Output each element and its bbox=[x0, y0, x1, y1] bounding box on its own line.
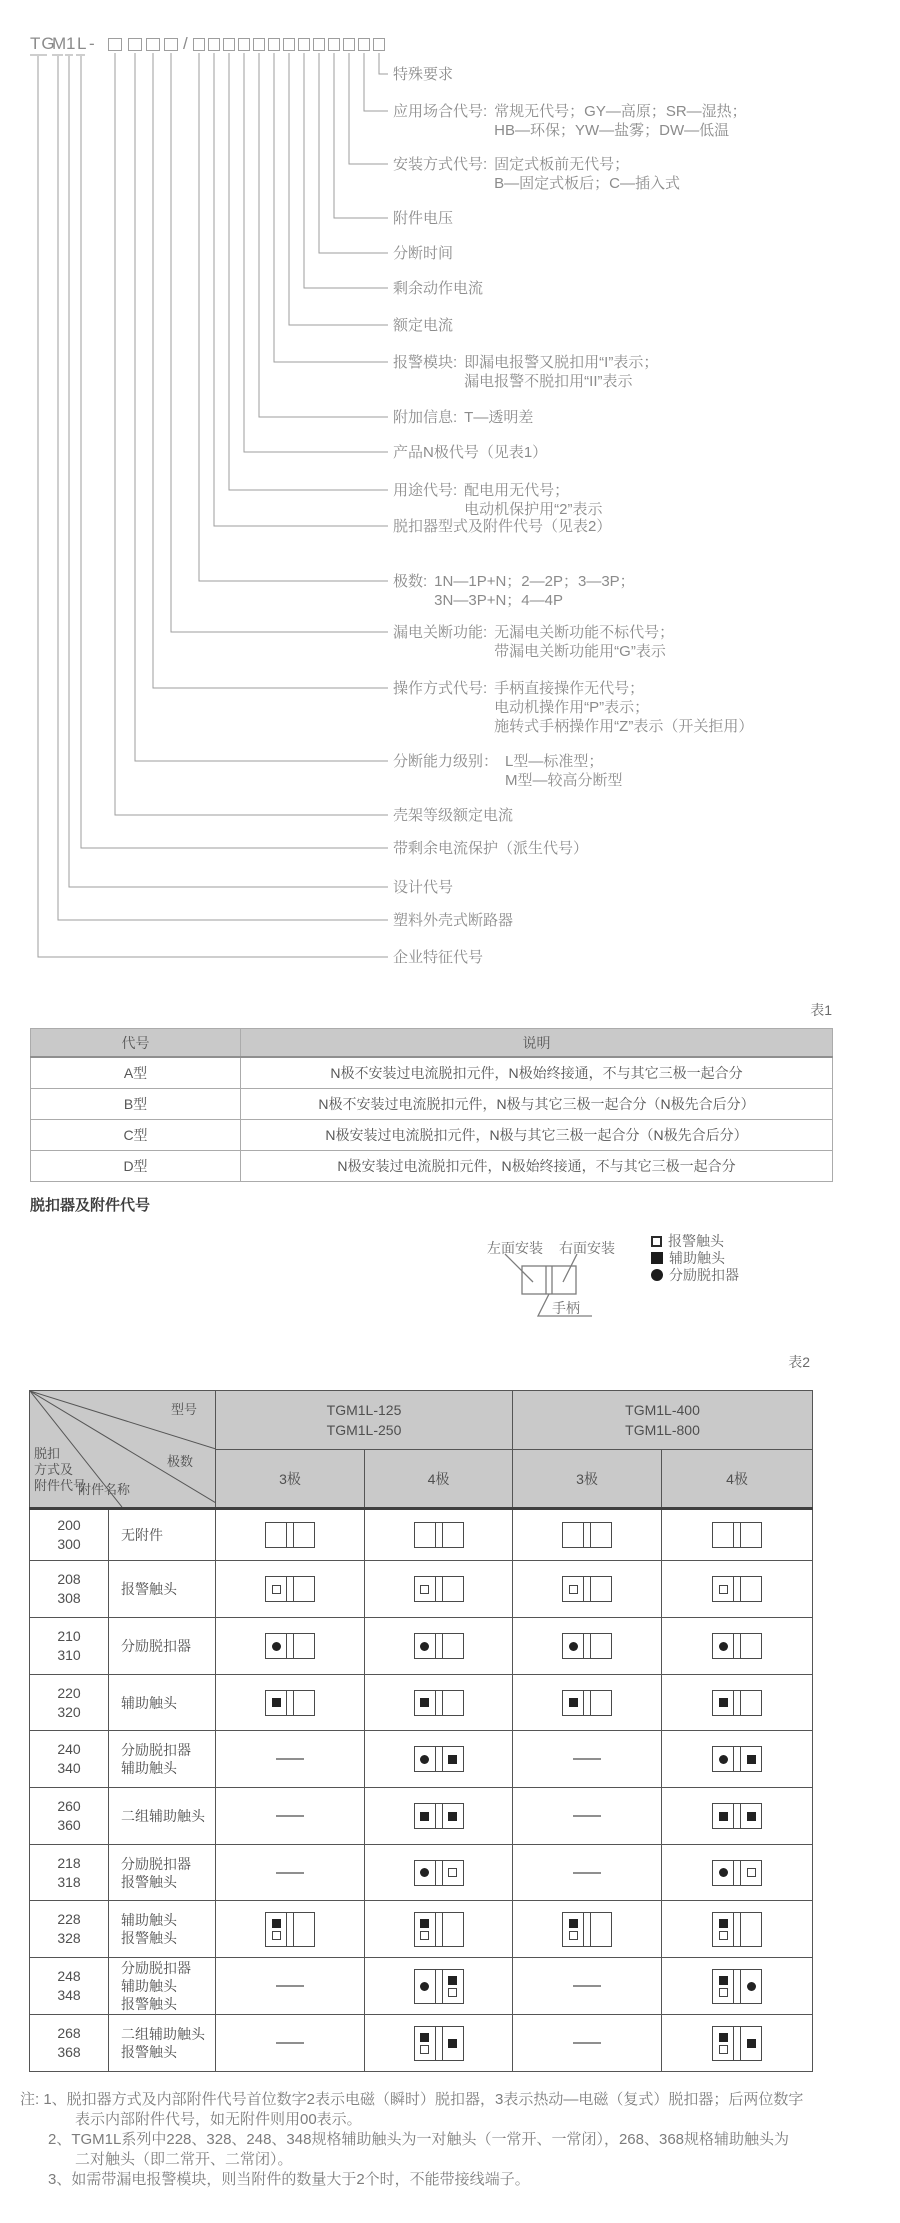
table-row: B型 N极不安装过电流脱扣元件，N极与其它三极一起合分（N极先合后分） bbox=[31, 1089, 833, 1120]
symbol-cell bbox=[216, 1958, 365, 2015]
note-line: 表示内部附件代号，如无附件则用00表示。 bbox=[75, 2111, 362, 2128]
table-row: 218 318 分励脱扣器 报警触头 bbox=[30, 1845, 813, 1901]
model-letter-l: L bbox=[77, 34, 88, 53]
symbol-cell bbox=[513, 1958, 662, 2015]
diagram-label-poles: 极数: 1N—1P+N；2—2P；3—3P； 3N—3P+N；4—4P bbox=[393, 573, 635, 609]
symbol-cell bbox=[365, 1901, 513, 1958]
symbol-cell bbox=[513, 2015, 662, 2072]
symbol-cell bbox=[662, 1675, 813, 1731]
diagram-label-application: 应用场合代号: 常规无代号；GY—高原；SR—湿热； HB—环保；YW—盐雾；DW—低温 bbox=[393, 103, 747, 139]
symbol-cell bbox=[662, 1958, 813, 2015]
diagram-label-rated-current: 额定电流 bbox=[393, 317, 454, 334]
diagram-label-operation-mode: 操作方式代号: 手柄直接操作无代号； 电动机操作用“P”表示； 施转式手柄操作用“Z”表示（开关拒用） bbox=[393, 680, 754, 735]
symbol-cell bbox=[513, 1509, 662, 1561]
table1-tag: 表1 bbox=[810, 1002, 832, 1018]
symbol-cell bbox=[216, 2015, 365, 2072]
table1-header-code: 代号 bbox=[31, 1029, 241, 1058]
left-mount-label: 左面安装 bbox=[487, 1240, 543, 1256]
symbol-cell bbox=[365, 1788, 513, 1845]
note-line: 2、TGM1L系列中228、328、248、348规格辅助触头为一对触头（一常开、一常闭），268、368规格辅助触头为 bbox=[48, 2131, 790, 2148]
model-slash: / bbox=[183, 34, 189, 53]
symbol-cell bbox=[365, 1618, 513, 1675]
symbol-cell bbox=[662, 1509, 813, 1561]
table-row: C型 N极安装过电流脱扣元件，N极与其它三极一起合分（N极先合后分） bbox=[31, 1120, 833, 1151]
diagram-label-additional-info: 附加信息: T—透明差 bbox=[393, 409, 534, 426]
symbol-cell bbox=[216, 1788, 365, 1845]
diagram-label-frame-current: 壳架等级额定电流 bbox=[393, 807, 514, 824]
diagram-label-accessory-voltage: 附件电压 bbox=[393, 210, 454, 227]
legend-alarm-contact: 报警触头 bbox=[651, 1231, 724, 1251]
symbol-cell bbox=[365, 1675, 513, 1731]
note-line: 3、如需带漏电报警模块，则当附件的数量大于2个时，不能带接线端子。 bbox=[48, 2171, 530, 2188]
symbol-cell bbox=[365, 1509, 513, 1561]
note-line: 二对触头（即二常开、二常闭）。 bbox=[75, 2151, 293, 2168]
symbol-cell bbox=[513, 1901, 662, 1958]
diagram-label-leakage-function: 漏电关断功能: 无漏电关断功能不标代号； 带漏电关断功能用“G”表示 bbox=[393, 624, 675, 660]
diagram-label-breaking-capacity: 分断能力级别： L型—标准型； M型—较高分断型 bbox=[393, 753, 623, 789]
symbol-cell bbox=[662, 1788, 813, 1845]
table1-header-description: 说明 bbox=[241, 1029, 833, 1058]
diagram-label-enterprise-code: 企业特征代号 bbox=[393, 949, 484, 966]
diagram-label-breaking-time: 分断时间 bbox=[393, 245, 454, 262]
table2-model-group-125-250: TGM1L-125 TGM1L-250 bbox=[216, 1391, 513, 1450]
diagram-label-design-code: 设计代号 bbox=[393, 879, 454, 896]
symbol-cell bbox=[365, 1561, 513, 1618]
table2-corner-cell bbox=[30, 1391, 216, 1509]
handle-label: 手柄 bbox=[552, 1300, 580, 1316]
symbol-cell bbox=[513, 1845, 662, 1901]
symbol-cell bbox=[662, 1845, 813, 1901]
table1-n-pole-codes bbox=[30, 1028, 833, 1182]
table2-model-group-400-800: TGM1L-400 TGM1L-800 bbox=[513, 1391, 813, 1450]
table-row: A型 N极不安装过电流脱扣元件，N极始终接通，不与其它三极一起合分 bbox=[31, 1057, 833, 1089]
model-dash: - bbox=[89, 34, 96, 53]
corner-label-model: 型号 bbox=[170, 1402, 197, 1417]
diagram-label-residual-current: 剩余动作电流 bbox=[393, 280, 484, 297]
legend-shunt-release: 分励脱扣器 bbox=[651, 1265, 739, 1285]
symbol-cell bbox=[662, 1731, 813, 1788]
symbol-cell bbox=[513, 1788, 662, 1845]
table-row: 210 310 分励脱扣器 bbox=[30, 1618, 813, 1675]
symbol-cell bbox=[513, 1731, 662, 1788]
symbol-cell bbox=[662, 1561, 813, 1618]
corner-label-poles: 极数 bbox=[166, 1454, 193, 1469]
diagram-label-alarm-module: 报警模块: 即漏电报警又脱扣用“I”表示； 漏电报警不脱扣用“II”表示 bbox=[393, 354, 659, 390]
corner-label-accessory-name: 附件名称 bbox=[78, 1482, 131, 1497]
filled-square-icon bbox=[651, 1252, 663, 1264]
symbol-cell bbox=[365, 1958, 513, 2015]
table-row: 220 320 辅助触头 bbox=[30, 1675, 813, 1731]
filled-circle-icon bbox=[651, 1269, 663, 1281]
table-row: D型 N极安装过电流脱扣元件，N极始终接通，不与其它三极一起合分 bbox=[31, 1151, 833, 1182]
note-line: 注: 1、脱扣器方式及内部附件代号首位数字2表示电磁（瞬时）脱扣器，3表示热动—电磁（复式）脱扣器；后两位数字 bbox=[20, 2091, 804, 2108]
symbol-cell bbox=[216, 1618, 365, 1675]
open-square-icon bbox=[651, 1236, 662, 1247]
accessory-section-heading: 脱扣器及附件代号 bbox=[30, 1197, 151, 1214]
table-row: 260 360 二组辅助触头 bbox=[30, 1788, 813, 1845]
corner-label-code: 脱扣 方式及 附件代号 bbox=[34, 1446, 87, 1493]
symbol-cell bbox=[216, 1561, 365, 1618]
symbol-cell bbox=[513, 1561, 662, 1618]
symbol-cell bbox=[513, 1618, 662, 1675]
table-row: 208 308 报警触头 bbox=[30, 1561, 813, 1618]
diagram-label-usage-code: 用途代号: 配电用无代号； 电动机保护用“2”表示 bbox=[393, 482, 603, 518]
symbol-cell bbox=[216, 1509, 365, 1561]
table-row: 240 340 分励脱扣器 辅助触头 bbox=[30, 1731, 813, 1788]
symbol-cell bbox=[365, 1845, 513, 1901]
symbol-cell bbox=[513, 1675, 662, 1731]
table2-release-accessory-codes bbox=[29, 1390, 813, 2072]
diagram-label-release-type: 脱扣器型式及附件代号（见表2） bbox=[393, 518, 612, 535]
model-prefix-tg: TG bbox=[30, 34, 56, 53]
symbol-cell bbox=[216, 1845, 365, 1901]
table-row: 228 328 辅助触头 报警触头 bbox=[30, 1901, 813, 1958]
table2-pole-header: 3极 bbox=[216, 1450, 365, 1509]
table-row: 268 368 二组辅助触头 报警触头 bbox=[30, 2015, 813, 2072]
symbol-cell bbox=[662, 1901, 813, 1958]
table2-tag: 表2 bbox=[788, 1354, 810, 1370]
mounting-diagram bbox=[480, 1230, 640, 1325]
symbol-cell bbox=[216, 1731, 365, 1788]
symbol-cell bbox=[662, 1618, 813, 1675]
diagram-label-residual-protection: 带剩余电流保护（派生代号） bbox=[393, 840, 589, 857]
symbol-cell bbox=[216, 1901, 365, 1958]
right-mount-label: 右面安装 bbox=[559, 1240, 615, 1256]
table-row: 200 300 无附件 bbox=[30, 1509, 813, 1561]
legend-auxiliary-contact: 辅助触头 bbox=[651, 1248, 725, 1268]
table2-pole-header: 3极 bbox=[513, 1450, 662, 1509]
symbol-cell bbox=[365, 2015, 513, 2072]
symbol-cell bbox=[662, 2015, 813, 2072]
symbol-cell bbox=[365, 1731, 513, 1788]
diagram-label-special-requirements: 特殊要求 bbox=[393, 66, 454, 83]
diagram-label-n-pole-code: 产品N极代号（见表1） bbox=[393, 444, 548, 461]
table2-pole-header: 4极 bbox=[662, 1450, 813, 1509]
model-letter-m: M bbox=[52, 34, 68, 53]
diagram-label-mccb: 塑料外壳式断路器 bbox=[393, 912, 514, 929]
table-row: 248 348 分励脱扣器 辅助触头 报警触头 bbox=[30, 1958, 813, 2015]
symbol-cell bbox=[216, 1675, 365, 1731]
model-digit-1: 1 bbox=[66, 34, 77, 53]
diagram-label-mounting: 安装方式代号: 固定式板前无代号； B—固定式板后；C—插入式 bbox=[393, 156, 681, 192]
table2-pole-header: 4极 bbox=[365, 1450, 513, 1509]
